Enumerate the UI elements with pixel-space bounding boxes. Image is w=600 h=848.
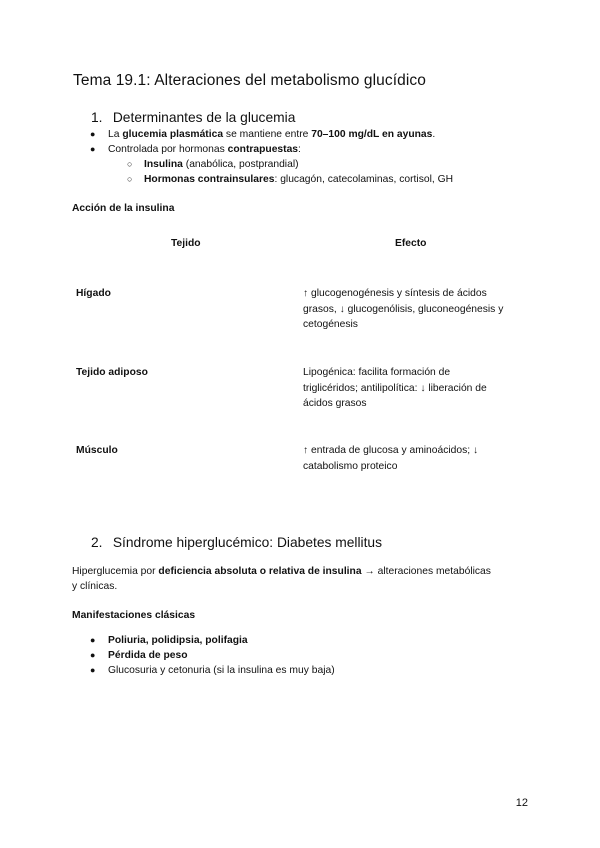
table-row-effect: ↑ entrada de glucosa y aminoácidos; ↓ catabolismo proteico	[303, 445, 479, 472]
section-2-heading	[91, 535, 382, 550]
subbullet-insulina: ○ Insulina (anabólica, postprandial)	[127, 159, 299, 170]
subbullet-contrainsulares: ○ Hormonas contrainsulares: glucagón, catecolaminas, cortisol, GH	[127, 174, 454, 185]
bullet-dot-icon: ●	[90, 650, 96, 660]
bullet-glucemia: ● La glucemia plasmática se mantiene entre 70–100 mg/dL en ayunas.	[90, 129, 436, 140]
table-row-effect: Lipogénica: facilita formación de triglicéridos; antilipolítica: ↓ liberación de ácidos grasos	[303, 367, 487, 409]
table-header-tissue: Tejido	[171, 238, 201, 249]
page-number: 12	[515, 797, 528, 809]
table-row-effect: ↑ glucogenogénesis y síntesis de ácidos grasos, ↓ glucogenólisis, gluconeogénesis y cetogénesis	[303, 288, 504, 330]
bullet-circle-icon: ○	[127, 174, 133, 184]
list-item: ● Glucosuria y cetonuria (si la insulina es muy baja)	[90, 665, 335, 676]
list-item: ● Pérdida de peso	[90, 650, 188, 661]
insulin-action-heading: Acción de la insulina	[72, 203, 175, 214]
bullet-dot-icon: ●	[90, 144, 96, 154]
section-1-number: 1.	[91, 110, 103, 125]
manifestations-heading: Manifestaciones clásicas	[72, 610, 196, 621]
bullet-dot-icon: ●	[90, 635, 96, 645]
bullet-circle-icon: ○	[127, 159, 133, 169]
list-item: ● Poliuria, polidipsia, polifagia	[90, 635, 248, 646]
section-1-title: Determinantes de la glucemia	[112, 110, 296, 125]
bullet-dot-icon: ●	[90, 665, 96, 675]
diabetes-paragraph: Hiperglucemia por deficiencia absoluta o relativa de insulina → alteraciones metabólicas y clínicas.	[72, 566, 491, 592]
table-row-tissue: Músculo	[76, 445, 118, 456]
section-2-number: 2.	[91, 535, 103, 550]
table-row-tissue: Tejido adiposo	[76, 367, 148, 378]
page-title: Tema 19.1: Alteraciones del metabolismo glucídico	[73, 72, 426, 89]
table-row-tissue: Hígado	[76, 288, 111, 299]
bullet-dot-icon: ●	[90, 129, 96, 139]
section-1-heading	[91, 110, 295, 125]
table-header-effect: Efecto	[395, 238, 427, 249]
bullet-hormonas: ● Controlada por hormonas contrapuestas:	[90, 144, 301, 155]
section-2-title: Síndrome hiperglucémico: Diabetes mellitus	[112, 535, 383, 550]
